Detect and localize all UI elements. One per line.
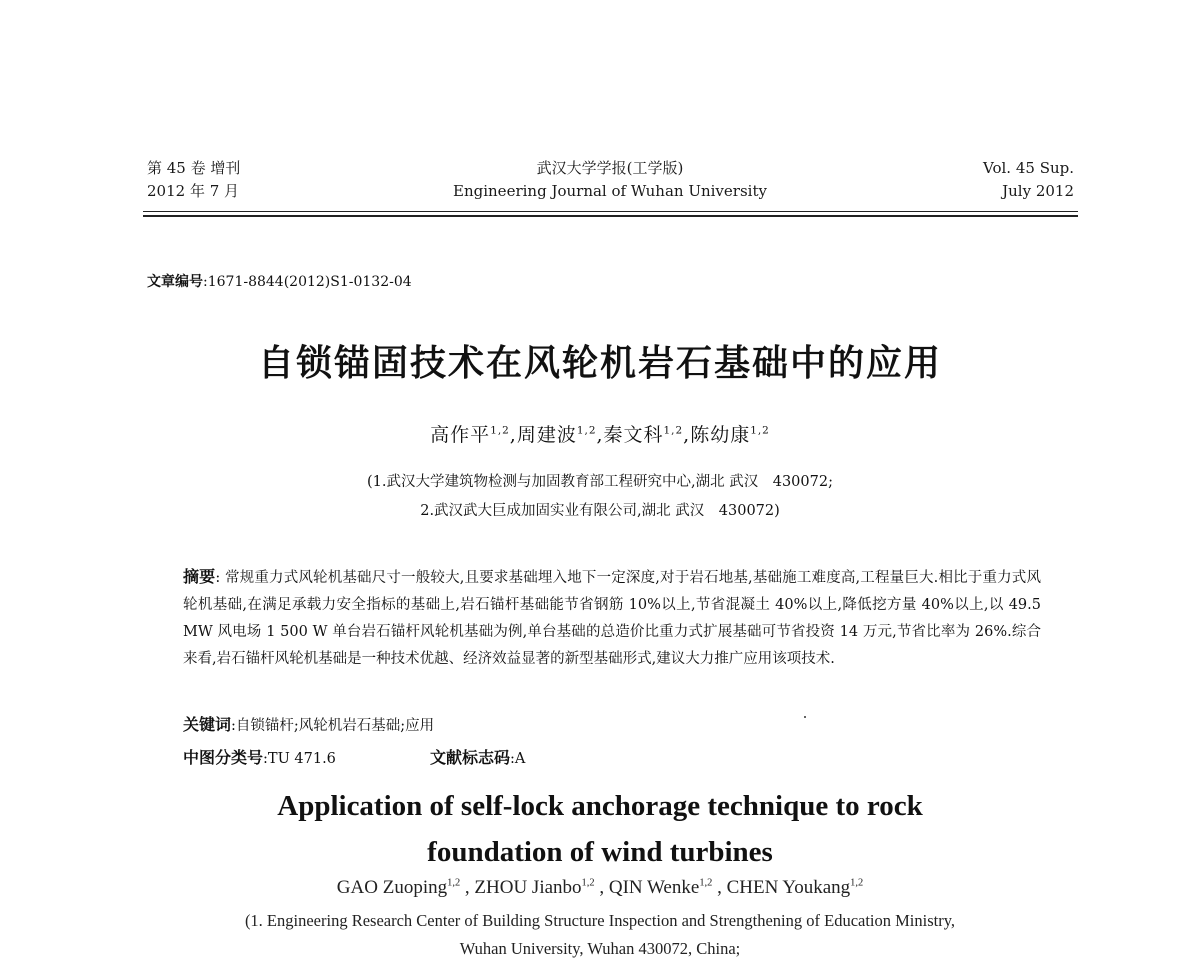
volume-issue-en: Vol. 45 Sup. [983, 159, 1074, 177]
clc-label: 中图分类号 [183, 748, 264, 767]
issue-date-en: July 2012 [1002, 182, 1074, 200]
author-affil-sup: 1,2 [699, 877, 713, 889]
author-list-zh: 高作平$^{1,2}$,周建波$^{1,2}$,秦文科$^{1,2}$,陈幼康$^{1,2}$ [430, 424, 770, 446]
paper-title-zh: 自锁锚固技术在风轮机岩石基础中的应用 [257, 343, 942, 384]
journal-name [380, 157, 840, 203]
author-zh: 秦文科 [603, 424, 664, 446]
abstract-text: : 常规重力式风轮机基础尺寸一般较大,且要求基础埋入地下一定深度,对于岩石地基,基础施工难度高,工程量巨大.相比于重力式风轮机基础,在满足承载力安全指标的基础上,岩石锚杆基础能节省钢筋 10%以上,节省混凝土 40%以上,降低挖方量 40%以上,以 49.5 MW 风电场 1 500 W 单台岩石锚杆风轮机基础为例,单台基础的总造价比重力式扩展基础可节省投资 14 万元,节省比率为 26%.综合来看,岩石锚杆风轮机基础是一种技术优越、经济效益显著的新型基础形式,建议大力推广应用该项技术. [183, 570, 1041, 667]
affiliation-en-2: Wuhan University, Wuhan 430072, China; [459, 939, 741, 958]
author-separator: , [460, 877, 475, 898]
paper-title-en-line2: foundation of wind turbines [427, 836, 773, 868]
author-separator: , [712, 877, 727, 898]
author-affil-sup: 1,2 [750, 424, 770, 437]
clc-value: :TU 471.6 [263, 751, 336, 767]
author-zh: 高作平 [430, 424, 491, 446]
header-rule-thick [143, 215, 1078, 217]
journal-volume-info-en [983, 157, 1074, 203]
journal-name-zh: 武汉大学学报(工学版) [536, 159, 684, 177]
author-separator: , [594, 877, 609, 898]
author-affil-sup: 1,2 [663, 424, 684, 437]
abstract-zh [183, 563, 1041, 673]
abstract-label: 摘要 [183, 567, 216, 586]
article-number-value: :1671-8844(2012)S1-0132-04 [203, 274, 412, 290]
author-affil-sup: 1,2 [581, 877, 595, 889]
doc-code-value: :A [510, 751, 526, 767]
author-en: CHEN Youkang [726, 877, 851, 898]
keywords-value: :自锁锚杆;风轮机岩石基础;应用 [231, 718, 435, 734]
issue-date-zh: 2012 年 7 月 [147, 182, 240, 200]
affiliation-en-1: (1. Engineering Research Center of Building Structure Inspection and Strengthening of Education Ministry, [244, 911, 956, 930]
affiliation-zh-1: (1.武汉大学建筑物检测与加固教育部工程研究中心,湖北 武汉 430072; [367, 474, 833, 490]
author-affil-sup: 1,2 [447, 877, 461, 889]
paper-title-en-line1: Application of self-lock anchorage technique to rock [277, 790, 923, 822]
affiliation-zh-2: 2.武汉武大巨成加固实业有限公司,湖北 武汉 430072) [420, 503, 780, 519]
author-affil-sup: 1,2 [490, 424, 510, 437]
header-rule-thin [143, 211, 1078, 212]
author-affil-sup: 1,2 [576, 424, 597, 437]
scan-speck [804, 716, 806, 718]
author-zh: 周建波 [516, 424, 577, 446]
author-zh: 陈幼康 [690, 424, 751, 446]
doc-code-label: 文献标志码 [430, 748, 511, 767]
article-number [147, 271, 412, 291]
keywords-label: 关键词 [183, 715, 232, 734]
clc-number [183, 745, 336, 768]
volume-issue: 第 45 卷 增刊 [147, 159, 241, 177]
author-affil-sup: 1,2 [850, 877, 864, 889]
author-en: QIN Wenke [608, 877, 700, 898]
author-en: ZHOU Jianbo [474, 877, 582, 898]
document-code [430, 745, 525, 768]
author-list-en [0, 877, 1200, 899]
author-en: GAO Zuoping [336, 877, 448, 898]
article-number-label: 文章编号 [147, 274, 203, 290]
journal-volume-info [147, 157, 240, 203]
keywords-zh [183, 712, 434, 735]
journal-name-en: Engineering Journal of Wuhan University [453, 182, 767, 200]
